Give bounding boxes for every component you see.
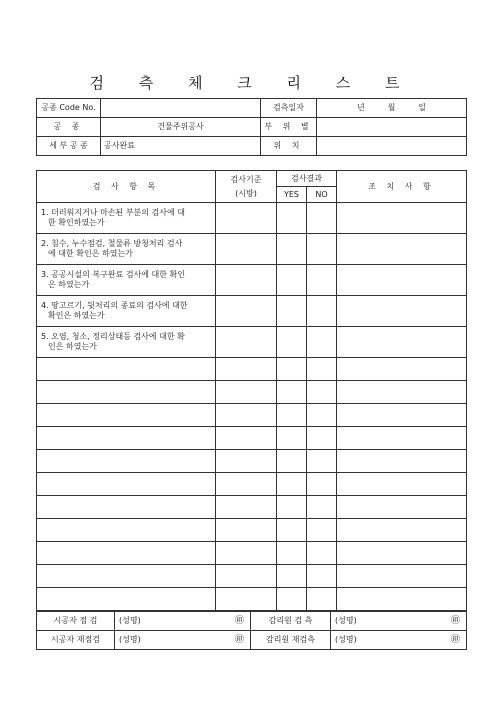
no-cell[interactable] bbox=[307, 265, 337, 296]
action-cell[interactable] bbox=[337, 473, 467, 496]
standard-cell[interactable] bbox=[216, 203, 277, 234]
item-cell[interactable] bbox=[37, 542, 216, 565]
yes-cell[interactable] bbox=[277, 473, 307, 496]
action-cell[interactable] bbox=[337, 427, 467, 450]
item-cell[interactable] bbox=[37, 427, 216, 450]
date-value[interactable] bbox=[317, 99, 467, 118]
no-cell[interactable] bbox=[307, 358, 337, 381]
action-cell[interactable] bbox=[337, 296, 467, 327]
checklist-item-text bbox=[37, 327, 216, 358]
yes-cell[interactable] bbox=[277, 296, 307, 327]
checklist-row bbox=[37, 327, 467, 358]
checklist-item-line2: 한 확인하였는가 bbox=[48, 218, 105, 227]
location-value[interactable] bbox=[317, 118, 467, 137]
standard-cell[interactable] bbox=[216, 427, 277, 450]
contractor-check-name-label: (성명) bbox=[119, 616, 141, 625]
col-no-header: NO bbox=[307, 187, 337, 203]
no-cell[interactable] bbox=[307, 588, 337, 611]
item-cell[interactable] bbox=[37, 519, 216, 542]
item-cell[interactable] bbox=[37, 565, 216, 588]
no-cell[interactable] bbox=[307, 542, 337, 565]
code-label: 공종 Code No. bbox=[37, 99, 101, 118]
yes-cell[interactable] bbox=[277, 427, 307, 450]
supervisor-check-name-label: (성명) bbox=[335, 616, 357, 625]
checklist-item-text bbox=[37, 234, 216, 265]
col-result-header: 검사결과 bbox=[277, 171, 337, 187]
item-cell[interactable] bbox=[37, 450, 216, 473]
action-cell[interactable] bbox=[337, 588, 467, 611]
supervisor-recheck-name-label: (성명) bbox=[335, 635, 357, 644]
standard-cell[interactable] bbox=[216, 404, 277, 427]
page-title: 검 측 체 크 리 스 트 bbox=[89, 74, 415, 92]
position-label: 위 치 bbox=[261, 137, 317, 156]
checklist-empty-row bbox=[37, 427, 467, 450]
contractor-check-sign[interactable] bbox=[115, 612, 251, 631]
checklist-item-line2: 확인은 하였는가 bbox=[48, 311, 105, 320]
standard-cell[interactable] bbox=[216, 296, 277, 327]
yes-cell[interactable] bbox=[277, 327, 307, 358]
checklist-item-text bbox=[37, 265, 216, 296]
checklist-table bbox=[36, 170, 467, 611]
action-cell[interactable] bbox=[337, 565, 467, 588]
yes-cell[interactable] bbox=[277, 234, 307, 265]
action-cell[interactable] bbox=[337, 404, 467, 427]
checklist-row bbox=[37, 296, 467, 327]
checklist-item-line1: 4. 땅고르기, 뒷처리의 종료의 검사에 대한 bbox=[41, 301, 188, 310]
yes-cell[interactable] bbox=[277, 265, 307, 296]
checklist-empty-row bbox=[37, 450, 467, 473]
checklist-item-line2: 은 하였는가 bbox=[48, 280, 90, 289]
position-value[interactable] bbox=[317, 137, 467, 156]
yes-cell[interactable] bbox=[277, 404, 307, 427]
col-yes-header: YES bbox=[277, 187, 307, 203]
action-cell[interactable] bbox=[337, 450, 467, 473]
standard-cell[interactable] bbox=[216, 265, 277, 296]
action-cell[interactable] bbox=[337, 265, 467, 296]
standard-cell[interactable] bbox=[216, 565, 277, 588]
contractor-recheck-sign[interactable] bbox=[115, 631, 251, 650]
checklist-row bbox=[37, 265, 467, 296]
col-item-header: 검 사 항 목 bbox=[37, 171, 216, 203]
standard-cell[interactable] bbox=[216, 327, 277, 358]
standard-cell[interactable] bbox=[216, 496, 277, 519]
checklist-empty-row bbox=[37, 519, 467, 542]
checklist-empty-row bbox=[37, 588, 467, 611]
seal-icon: ㊞ bbox=[450, 616, 460, 626]
checklist-item-line2: 에 대한 확인은 하였는가 bbox=[48, 249, 133, 258]
yes-cell[interactable] bbox=[277, 381, 307, 404]
checklist-item-line2: 인은 하였는가 bbox=[48, 342, 97, 351]
detail-label: 세 부 공 종 bbox=[37, 137, 101, 156]
contractor-recheck-label: 시공자 재점검 bbox=[37, 631, 115, 650]
signature-table bbox=[36, 611, 467, 650]
checklist-empty-row bbox=[37, 473, 467, 496]
action-cell[interactable] bbox=[337, 203, 467, 234]
standard-cell[interactable] bbox=[216, 519, 277, 542]
standard-cell[interactable] bbox=[216, 542, 277, 565]
seal-icon: ㊞ bbox=[450, 635, 460, 645]
header-table bbox=[36, 98, 467, 156]
yes-cell[interactable] bbox=[277, 565, 307, 588]
checklist-empty-row bbox=[37, 381, 467, 404]
yes-cell[interactable] bbox=[277, 450, 307, 473]
no-cell[interactable] bbox=[307, 519, 337, 542]
supervisor-check-label: 감리원 검 측 bbox=[251, 612, 331, 631]
no-cell[interactable] bbox=[307, 427, 337, 450]
contractor-check-label: 시공자 점 검 bbox=[37, 612, 115, 631]
checklist-empty-row bbox=[37, 404, 467, 427]
yes-cell[interactable] bbox=[277, 542, 307, 565]
checklist-item-text bbox=[37, 296, 216, 327]
no-cell[interactable] bbox=[307, 404, 337, 427]
checklist-empty-row bbox=[37, 496, 467, 519]
checklist-item-line1: 3. 공공시설의 복구완료 검사에 대한 확인 bbox=[41, 270, 185, 279]
no-cell[interactable] bbox=[307, 565, 337, 588]
no-cell[interactable] bbox=[307, 327, 337, 358]
date-label: 검측일자 bbox=[261, 99, 317, 118]
contractor-recheck-name-label: (성명) bbox=[119, 635, 141, 644]
no-cell[interactable] bbox=[307, 381, 337, 404]
date-year: 년 bbox=[357, 103, 365, 112]
standard-cell[interactable] bbox=[216, 473, 277, 496]
checklist-item-line1: 5. 오염, 청소, 정리상태등 검사에 대한 확 bbox=[41, 332, 185, 341]
supervisor-check-sign[interactable] bbox=[331, 612, 467, 631]
no-cell[interactable] bbox=[307, 296, 337, 327]
no-cell[interactable] bbox=[307, 473, 337, 496]
col-standard-line2: (시방) bbox=[235, 188, 257, 198]
item-cell[interactable] bbox=[37, 404, 216, 427]
supervisor-recheck-sign[interactable] bbox=[331, 631, 467, 650]
col-action-header: 조 치 사 항 bbox=[337, 171, 467, 203]
standard-cell[interactable] bbox=[216, 588, 277, 611]
checklist-empty-row bbox=[37, 542, 467, 565]
no-cell[interactable] bbox=[307, 450, 337, 473]
checklist-item-text bbox=[37, 203, 216, 234]
action-cell[interactable] bbox=[337, 234, 467, 265]
action-cell[interactable] bbox=[337, 358, 467, 381]
work-type-label: 공 종 bbox=[37, 118, 101, 137]
date-month: 월 bbox=[387, 103, 396, 112]
checklist-row bbox=[37, 234, 467, 265]
action-cell[interactable] bbox=[337, 542, 467, 565]
action-cell[interactable] bbox=[337, 496, 467, 519]
code-value[interactable] bbox=[101, 99, 261, 118]
location-label: 부 위 별 bbox=[261, 118, 317, 137]
seal-icon: ㊞ bbox=[234, 616, 244, 626]
checklist-item-line1: 2. 침수, 누수점검, 철물류 방청처리 검사 bbox=[41, 239, 183, 248]
standard-cell[interactable] bbox=[216, 450, 277, 473]
date-day: 일 bbox=[418, 103, 426, 112]
col-standard-header bbox=[216, 171, 277, 203]
item-cell[interactable] bbox=[37, 473, 216, 496]
yes-cell[interactable] bbox=[277, 496, 307, 519]
item-cell[interactable] bbox=[37, 496, 216, 519]
no-cell[interactable] bbox=[307, 203, 337, 234]
standard-cell[interactable] bbox=[216, 234, 277, 265]
standard-cell[interactable] bbox=[216, 381, 277, 404]
no-cell[interactable] bbox=[307, 234, 337, 265]
yes-cell[interactable] bbox=[277, 358, 307, 381]
work-type-value[interactable]: 건물주위공사 bbox=[101, 118, 261, 137]
action-cell[interactable] bbox=[337, 519, 467, 542]
checklist-empty-row bbox=[37, 358, 467, 381]
item-cell[interactable] bbox=[37, 588, 216, 611]
action-cell[interactable] bbox=[337, 327, 467, 358]
checklist-item-line1: 1. 더러워지거나 마손된 부분의 검사에 대 bbox=[41, 208, 185, 217]
seal-icon: ㊞ bbox=[234, 635, 244, 645]
no-cell[interactable] bbox=[307, 496, 337, 519]
detail-value[interactable]: 공사완료 bbox=[101, 137, 261, 156]
action-cell[interactable] bbox=[337, 381, 467, 404]
yes-cell[interactable] bbox=[277, 588, 307, 611]
yes-cell[interactable] bbox=[277, 203, 307, 234]
checklist-empty-row bbox=[37, 565, 467, 588]
standard-cell[interactable] bbox=[216, 358, 277, 381]
item-cell[interactable] bbox=[37, 358, 216, 381]
yes-cell[interactable] bbox=[277, 519, 307, 542]
item-cell[interactable] bbox=[37, 381, 216, 404]
checklist-row bbox=[37, 203, 467, 234]
col-standard-line1: 검사기준 bbox=[230, 174, 262, 184]
supervisor-recheck-label: 감리원 재검측 bbox=[251, 631, 331, 650]
